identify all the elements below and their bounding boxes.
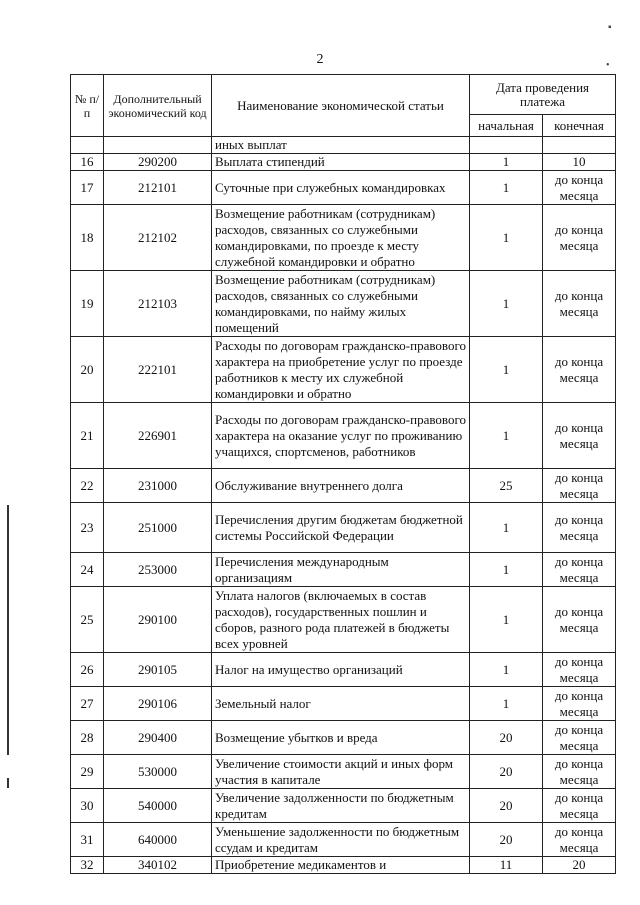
row-number: 23 [71,503,104,553]
row-start-date: 1 [470,154,543,171]
row-start-date: 20 [470,823,543,857]
row-end-date: до конца месяца [543,755,616,789]
row-code: 290400 [104,721,212,755]
row-code: 290200 [104,154,212,171]
row-code: 290105 [104,653,212,687]
row-end-date: 10 [543,154,616,171]
row-end-date: до конца месяца [543,687,616,721]
row-code: 290100 [104,587,212,653]
row-end-date: до конца месяца [543,553,616,587]
row-code: 290106 [104,687,212,721]
row-end-date: до конца месяца [543,469,616,503]
table-row [71,137,616,154]
row-start-date: 1 [470,171,543,205]
row-code: 640000 [104,823,212,857]
header-additional-code: Дополнительный экономический код [104,75,212,137]
row-name: Обслуживание внутреннего долга [212,469,470,503]
row-start-date: 1 [470,337,543,403]
table-row [71,469,616,503]
table-row [71,653,616,687]
row-number: 27 [71,687,104,721]
row-end-date: до конца месяца [543,205,616,271]
row-name: Приобретение медикаментов и [212,857,470,874]
row-name: Возмещение работникам (сотрудникам) расходов, связанных со служебными командировками, по найму жилых помещений [212,271,470,337]
table-row [71,205,616,271]
row-number: 25 [71,587,104,653]
row-number: 30 [71,789,104,823]
table-row [71,789,616,823]
row-number: 17 [71,171,104,205]
header-article-name: Наименование экономической статьи [212,75,470,137]
row-number: 20 [71,337,104,403]
row-end-date: до конца месяца [543,653,616,687]
row-code: 212102 [104,205,212,271]
row-code: 231000 [104,469,212,503]
row-start-date: 20 [470,789,543,823]
row-code: 212101 [104,171,212,205]
table-row [71,171,616,205]
row-end-date: до конца месяца [543,271,616,337]
row-end-date: до конца месяца [543,721,616,755]
row-name: Увеличение задолженности по бюджетным кредитам [212,789,470,823]
row-name: Перечисления международным организациям [212,553,470,587]
payment-schedule-table [70,74,616,874]
table-body [71,137,616,874]
table-row [71,154,616,171]
row-name: Уменьшение задолженности по бюджетным ссудам и кредитам [212,823,470,857]
row-start-date: 1 [470,271,543,337]
table-row [71,337,616,403]
row-name: Возмещение работникам (сотрудникам) расходов, связанных со служебными командировками, по проезде к месту служебной командировки и обратно [212,205,470,271]
row-end-date: до конца месяца [543,587,616,653]
row-code: 222101 [104,337,212,403]
row-name: Перечисления другим бюджетам бюджетной системы Российской Федерации [212,503,470,553]
row-start-date: 11 [470,857,543,874]
row-number: 28 [71,721,104,755]
row-start-date: 1 [470,587,543,653]
table-row [71,271,616,337]
row-code: 212103 [104,271,212,337]
row-end-date: до конца месяца [543,337,616,403]
row-name: Суточные при служебных командировках [212,171,470,205]
table-row [71,755,616,789]
header-start-date: начальная [470,115,543,137]
table-row [71,503,616,553]
scan-speck: • [606,60,610,71]
header-row-number: № п/п [71,75,104,137]
table-row [71,857,616,874]
row-number: 31 [71,823,104,857]
row-start-date: 20 [470,721,543,755]
table-row [71,823,616,857]
row-number [71,137,104,154]
row-number: 22 [71,469,104,503]
row-name: Расходы по договорам гражданско-правового характера на приобретение услуг по проезде работников к месту их служебной командировки и обратно [212,337,470,403]
header-end-date: конечная [543,115,616,137]
row-end-date: до конца месяца [543,171,616,205]
row-number: 32 [71,857,104,874]
row-code: 530000 [104,755,212,789]
row-name: Уплата налогов (включаемых в состав расходов), государственных пошлин и сборов, разного рода платежей в бюджеты всех уровней [212,587,470,653]
row-end-date: до конца месяца [543,503,616,553]
row-number: 21 [71,403,104,469]
row-number: 26 [71,653,104,687]
scan-speck: ▪ [608,22,612,33]
table-row [71,587,616,653]
header-payment-date: Дата проведения платежа [470,75,616,115]
row-start-date: 1 [470,653,543,687]
row-number: 18 [71,205,104,271]
row-name: Налог на имущество организаций [212,653,470,687]
row-code: 540000 [104,789,212,823]
row-end-date [543,137,616,154]
row-start-date: 1 [470,553,543,587]
table-row [71,687,616,721]
scan-margin-mark-small [7,778,9,788]
row-start-date: 1 [470,205,543,271]
row-number: 19 [71,271,104,337]
row-start-date: 20 [470,755,543,789]
row-name: Выплата стипендий [212,154,470,171]
row-code [104,137,212,154]
row-number: 24 [71,553,104,587]
row-number: 29 [71,755,104,789]
page-number: 2 [316,52,324,67]
table-row [71,553,616,587]
row-end-date: до конца месяца [543,789,616,823]
row-start-date [470,137,543,154]
table-row [71,403,616,469]
row-name: иных выплат [212,137,470,154]
row-end-date: 20 [543,857,616,874]
row-number: 16 [71,154,104,171]
row-code: 251000 [104,503,212,553]
row-end-date: до конца месяца [543,823,616,857]
table-row [71,721,616,755]
row-start-date: 1 [470,503,543,553]
row-start-date: 1 [470,687,543,721]
scan-margin-mark [7,505,9,755]
row-start-date: 1 [470,403,543,469]
row-name: Увеличение стоимости акций и иных форм участия в капитале [212,755,470,789]
row-name: Земельный налог [212,687,470,721]
row-code: 226901 [104,403,212,469]
row-code: 340102 [104,857,212,874]
row-name: Расходы по договорам гражданско-правового характера на оказание услуг по проживанию учащихся, спортсменов, работников [212,403,470,469]
row-name: Возмещение убытков и вреда [212,721,470,755]
row-end-date: до конца месяца [543,403,616,469]
row-code: 253000 [104,553,212,587]
row-start-date: 25 [470,469,543,503]
